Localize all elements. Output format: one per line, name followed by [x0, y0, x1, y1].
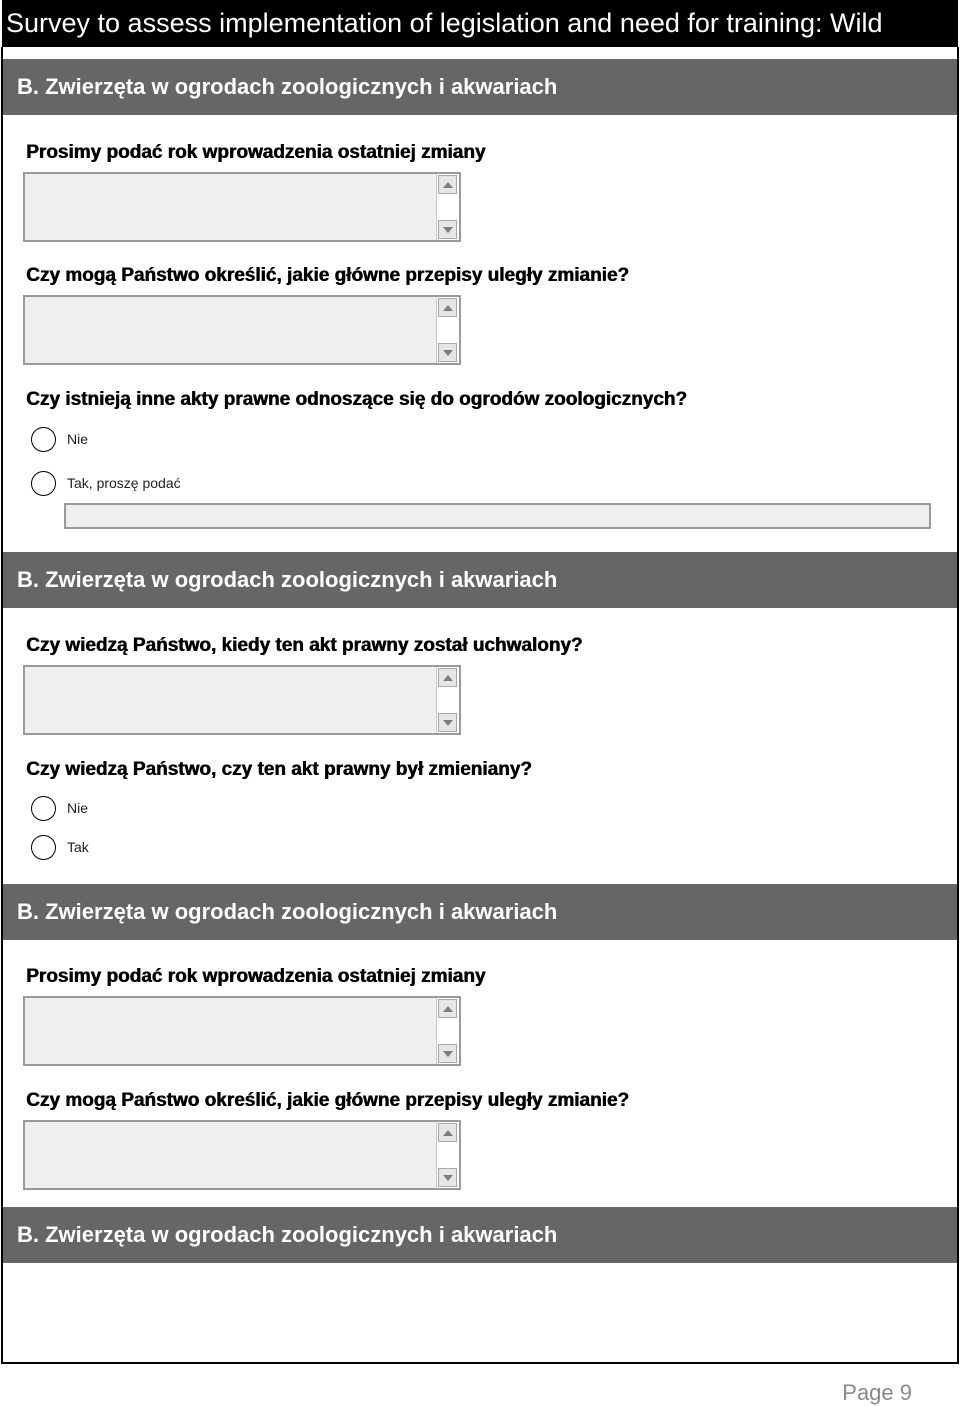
document-title: Survey to assess implementation of legislation and need for training: Wild	[2, 0, 958, 47]
textarea-scrollbar[interactable]	[436, 998, 459, 1064]
question-label: Prosimy podać rok wprowadzenia ostatniej zmiany	[26, 142, 486, 163]
textarea-scrollbar[interactable]	[436, 174, 459, 240]
radio-label: Nie	[67, 431, 89, 447]
scroll-down-arrow-icon[interactable]	[438, 1168, 457, 1187]
scroll-up-arrow-icon[interactable]	[438, 1123, 457, 1142]
radio-option-tak[interactable]	[31, 833, 89, 861]
page-number: Page 9	[842, 1380, 912, 1405]
question-label: Czy wiedzą Państwo, czy ten akt prawny był zmieniany?	[26, 759, 532, 780]
radio-button[interactable]	[31, 796, 56, 821]
radio-button[interactable]	[31, 471, 56, 496]
textarea-scrollbar[interactable]	[436, 297, 459, 363]
main-changes-textarea[interactable]	[23, 1120, 461, 1190]
scroll-up-arrow-icon[interactable]	[438, 999, 457, 1018]
scroll-down-arrow-icon[interactable]	[438, 343, 457, 362]
section-header: B. Zwierzęta w ogrodach zoologicznych i akwariach	[3, 59, 957, 115]
question-label: Czy istnieją inne akty prawne odnoszące się do ogrodów zoologicznych?	[26, 389, 687, 410]
scroll-up-arrow-icon[interactable]	[438, 175, 457, 194]
scroll-down-arrow-icon[interactable]	[438, 220, 457, 239]
question-label: Prosimy podać rok wprowadzenia ostatniej zmiany	[26, 966, 486, 987]
scroll-up-arrow-icon[interactable]	[438, 298, 457, 317]
scroll-down-arrow-icon[interactable]	[438, 713, 457, 732]
question-label: Czy mogą Państwo określić, jakie główne przepisy uległy zmianie?	[26, 265, 629, 286]
radio-button[interactable]	[31, 427, 56, 452]
radio-button[interactable]	[31, 835, 56, 860]
scroll-down-arrow-icon[interactable]	[438, 1044, 457, 1063]
section-header: B. Zwierzęta w ogrodach zoologicznych i akwariach	[3, 1207, 957, 1263]
textarea-scrollbar[interactable]	[436, 667, 459, 733]
other-acts-input[interactable]	[64, 503, 931, 529]
radio-label: Nie	[67, 800, 89, 816]
radio-option-nie[interactable]	[31, 794, 88, 822]
question-label: Czy mogą Państwo określić, jakie główne przepisy uległy zmianie?	[26, 1090, 629, 1111]
scroll-up-arrow-icon[interactable]	[438, 668, 457, 687]
question-label: Czy wiedzą Państwo, kiedy ten akt prawny został uchwalony?	[26, 635, 583, 656]
radio-option-nie[interactable]	[31, 425, 88, 453]
year-last-change-textarea[interactable]	[23, 172, 461, 242]
radio-label: Tak	[67, 839, 89, 855]
year-last-change-textarea[interactable]	[23, 996, 461, 1066]
radio-label: Tak, proszę podać	[67, 475, 181, 491]
radio-option-tak[interactable]	[31, 469, 181, 497]
textarea-scrollbar[interactable]	[436, 1122, 459, 1188]
adoption-date-textarea[interactable]	[23, 665, 461, 735]
main-changes-textarea[interactable]	[23, 295, 461, 365]
section-header: B. Zwierzęta w ogrodach zoologicznych i akwariach	[3, 552, 957, 608]
section-header: B. Zwierzęta w ogrodach zoologicznych i akwariach	[3, 884, 957, 940]
